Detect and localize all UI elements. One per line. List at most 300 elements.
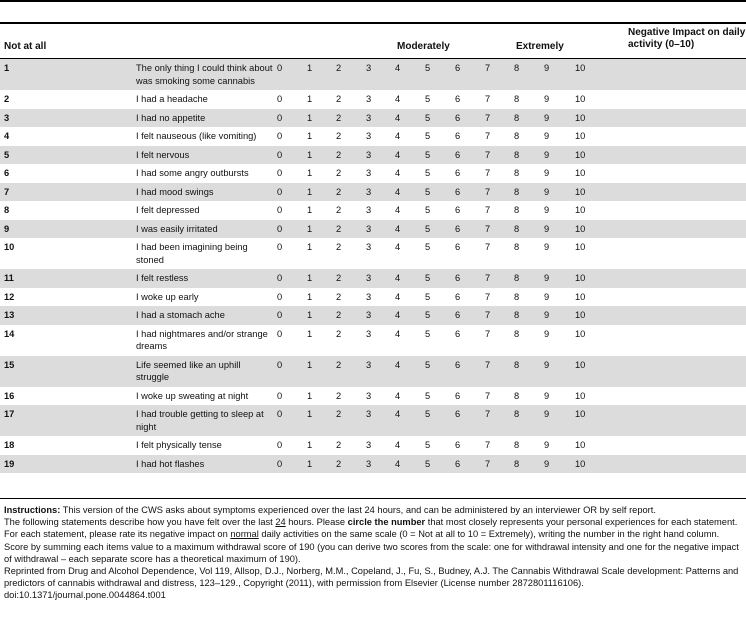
item-statement: I had been imagining being stoned [136,242,248,265]
item-statement: I had some angry outbursts [136,168,249,178]
scale-value[interactable]: 2 [336,242,342,252]
statement-bold: circle the number [347,517,426,528]
statement-normal: normal [230,529,259,540]
scale-value[interactable]: 9 [544,168,550,178]
negative-impact-cell[interactable] [632,109,746,128]
scale-value[interactable]: 5 [425,328,431,339]
scale-value[interactable]: 9 [544,242,550,252]
table-body [0,59,746,473]
scale-value[interactable]: 2 [336,291,342,302]
table-row [0,306,746,325]
scale-value[interactable]: 10 [575,205,586,215]
scale-value[interactable]: 0 [277,146,307,165]
scale-value[interactable]: 0 [277,94,283,104]
scale-value[interactable]: 7 [485,455,514,474]
scale-value[interactable]: 4 [395,405,425,436]
scale-value[interactable]: 9 [544,291,550,302]
scale-value[interactable]: 10 [575,220,632,239]
scale-value[interactable]: 4 [395,183,425,202]
scale-value[interactable]: 0 [277,242,283,252]
negative-impact-cell[interactable] [632,238,746,269]
reprint-note: Reprinted from Drug and Alcohol Dependence, Vol 119, Allsop, D.J., Norberg, M.M., Copeland, J., Fu, S., Budney, A.J. The Cannabis Withdrawal Scale development: Patterns and predictors of cannabis withdrawal and distress, 123–129., Copyright (2011), with permission from Elsevier (License number 2872801116106). [4,566,739,589]
scale-value[interactable]: 9 [544,220,575,239]
scale-value[interactable]: 1 [307,220,336,239]
table-row [0,405,746,436]
scale-value[interactable]: 7 [485,146,514,165]
scale-value[interactable]: 7 [485,356,514,387]
scale-value[interactable]: 4 [395,220,425,239]
item-number: 2 [4,94,10,104]
statement-note [4,516,744,540]
scale-value[interactable]: 2 [336,183,366,202]
item-statement: I had hot flashes [136,455,277,474]
scale-value[interactable]: 0 [277,405,307,436]
scale-value[interactable]: 2 [336,356,366,387]
item-statement: I felt depressed [136,205,200,215]
scale-value[interactable]: 10 [575,168,586,178]
scale-value[interactable]: 1 [307,455,336,474]
item-number: 17 [0,405,136,436]
item-number: 6 [4,168,10,178]
scale-value[interactable]: 4 [395,440,401,450]
table-row [0,90,746,109]
scale-value[interactable]: 9 [544,269,575,288]
scale-value[interactable]: 6 [455,205,461,215]
table-row [0,356,746,387]
scale-value[interactable]: 1 [307,183,336,202]
negative-impact-cell[interactable] [632,59,746,90]
scale-value[interactable]: 3 [366,131,372,141]
statement-mid2: that most closely represents your personal experiences for each statement. For each statement, please rate its negative impact on [4,517,738,540]
scale-value[interactable]: 5 [425,146,455,165]
scale-value[interactable]: 1 [307,205,313,215]
scale-value[interactable]: 0 [277,455,307,474]
negative-impact-cell[interactable] [632,306,746,325]
scale-value[interactable]: 9 [544,59,575,90]
scale-value[interactable]: 10 [575,328,586,339]
scale-value[interactable]: 1 [307,405,336,436]
scale-value[interactable]: 5 [425,291,431,302]
scale-value[interactable]: 3 [366,455,395,474]
scale-value[interactable]: 3 [366,405,395,436]
scale-value[interactable]: 4 [395,306,425,325]
table-row [0,238,746,269]
scale-value[interactable]: 8 [514,168,520,178]
scale-value[interactable]: 5 [425,59,455,90]
scale-value[interactable]: 6 [455,356,485,387]
item-statement: The only thing I could think about was smoking some cannabis [136,59,277,90]
scale-value[interactable]: 4 [395,269,425,288]
scale-value[interactable]: 5 [425,183,455,202]
scale-value[interactable]: 4 [395,59,425,90]
scale-value[interactable]: 3 [366,59,395,90]
scale-value[interactable]: 10 [575,269,632,288]
item-statement: I had nightmares and/or strange dreams [136,328,268,351]
scale-value[interactable]: 0 [277,205,283,215]
scale-value[interactable]: 4 [395,146,425,165]
scale-value[interactable]: 8 [514,455,544,474]
item-number: 8 [4,205,10,215]
negative-impact-cell[interactable] [632,436,746,455]
scale-value[interactable]: 10 [575,440,586,450]
table-top-rule [0,0,746,2]
scale-value[interactable]: 4 [395,328,401,339]
scale-value[interactable]: 0 [277,269,307,288]
scale-value[interactable]: 8 [514,205,520,215]
scale-value[interactable]: 7 [485,183,514,202]
scale-value[interactable]: 7 [485,440,491,450]
table-row [0,127,746,146]
scale-value[interactable]: 9 [544,146,575,165]
scale-value[interactable]: 8 [514,220,544,239]
scale-value[interactable]: 0 [277,59,307,90]
scale-value[interactable]: 6 [455,390,461,401]
scale-value[interactable]: 2 [336,220,366,239]
scale-value[interactable]: 0 [277,131,283,141]
scale-value[interactable]: 2 [336,405,366,436]
scale-value[interactable]: 3 [366,242,372,252]
statement-mid: hours. Please [285,517,348,528]
scale-value[interactable]: 7 [485,59,514,90]
scale-value[interactable]: 8 [514,269,544,288]
scale-value[interactable]: 6 [455,94,461,104]
scale-value[interactable]: 4 [395,131,401,141]
table-row [0,201,746,220]
item-statement: I had a stomach ache [136,306,277,325]
scale-value[interactable]: 2 [336,328,342,339]
scale-value[interactable]: 1 [307,59,336,90]
item-number: 1 [0,59,136,90]
scale-value[interactable]: 8 [514,390,520,401]
scale-value[interactable]: 7 [485,328,491,339]
scale-value[interactable]: 5 [425,269,455,288]
scale-value[interactable]: 0 [277,390,283,401]
table-row [0,220,746,239]
scale-value[interactable]: 8 [514,291,520,302]
scale-value[interactable]: 5 [425,131,431,141]
scale-value[interactable]: 0 [277,109,307,128]
item-number: 19 [0,455,136,474]
scale-value[interactable]: 2 [336,306,366,325]
scale-value[interactable]: 7 [485,269,514,288]
scale-value[interactable]: 5 [425,405,455,436]
item-number: 4 [4,131,10,141]
scale-value[interactable]: 1 [307,109,336,128]
scale-value[interactable]: 4 [395,291,401,302]
scale-value[interactable]: 10 [575,94,586,104]
scale-value[interactable]: 6 [455,168,461,178]
scale-value[interactable]: 9 [544,390,550,401]
scale-value[interactable]: 8 [514,242,520,252]
table-header-rule [0,22,746,24]
scale-value[interactable]: 8 [514,356,544,387]
scale-value[interactable]: 7 [485,205,491,215]
scale-value[interactable]: 1 [307,94,313,104]
negative-impact-cell[interactable] [632,288,746,307]
scale-value[interactable]: 10 [575,306,632,325]
scale-value[interactable]: 2 [336,94,342,104]
table-row [0,288,746,307]
scale-value[interactable]: 8 [514,109,544,128]
scale-value[interactable]: 5 [425,109,455,128]
scale-value[interactable]: 10 [575,183,632,202]
table-bottom-rule [0,498,746,499]
item-statement: I had no appetite [136,109,277,128]
scale-value[interactable]: 5 [425,242,431,252]
instructions-text: This version of the CWS asks about symptoms experienced over the last 24 hours, and can be administered by an interviewer OR by self report. [60,505,656,515]
scale-value[interactable]: 8 [514,328,520,339]
scale-value[interactable]: 4 [395,94,401,104]
scale-value[interactable]: 4 [395,390,401,401]
negative-impact-cell[interactable] [632,146,746,165]
item-number: 18 [4,440,15,450]
scale-value[interactable]: 0 [277,183,307,202]
item-statement: I felt restless [136,269,277,288]
scale-value[interactable]: 9 [544,328,550,339]
scale-value[interactable]: 4 [395,109,425,128]
scale-value[interactable]: 2 [336,440,342,450]
scale-value[interactable]: 1 [307,328,313,339]
scale-value[interactable]: 3 [366,328,372,339]
item-statement: I had trouble getting to sleep at night [136,405,277,436]
header-extremely: Extremely [516,41,564,52]
scale-value[interactable]: 2 [336,59,366,90]
scale-value[interactable]: 3 [366,146,395,165]
scale-value[interactable]: 3 [366,306,395,325]
scale-value[interactable]: 6 [455,455,485,474]
scale-value[interactable]: 3 [366,390,372,401]
negative-impact-cell[interactable] [632,127,746,146]
scale-value[interactable]: 0 [277,440,283,450]
negative-impact-cell[interactable] [632,220,746,239]
scale-value[interactable]: 3 [366,183,395,202]
negative-impact-cell[interactable] [632,325,746,356]
item-statement: I had a headache [136,94,208,104]
scale-value[interactable]: 7 [485,220,514,239]
scale-value[interactable]: 8 [514,59,544,90]
scale-value[interactable]: 8 [514,405,544,436]
scale-value[interactable]: 10 [575,291,586,302]
scale-value[interactable]: 3 [366,94,372,104]
scale-value[interactable]: 10 [575,455,632,474]
scale-value[interactable]: 10 [575,109,632,128]
scale-value[interactable]: 4 [395,168,401,178]
scale-value[interactable]: 8 [514,306,544,325]
scale-value[interactable]: 1 [307,390,313,401]
item-statement: Life seemed like an uphill struggle [136,356,277,387]
scale-value[interactable]: 6 [455,220,485,239]
scale-value[interactable]: 6 [455,306,485,325]
scale-value[interactable]: 7 [485,109,514,128]
scale-value[interactable]: 9 [544,306,575,325]
scale-value[interactable]: 0 [277,306,307,325]
scale-value[interactable]: 9 [544,455,575,474]
item-statement: I was easily irritated [136,220,277,239]
scale-value[interactable]: 3 [366,220,395,239]
scale-value[interactable]: 8 [514,94,520,104]
scale-value[interactable]: 6 [455,242,461,252]
scale-value[interactable]: 6 [455,59,485,90]
scale-value[interactable]: 1 [307,146,336,165]
scale-value[interactable]: 6 [455,405,485,436]
scale-value[interactable]: 5 [425,306,455,325]
item-number: 3 [0,109,136,128]
statement-post: daily activities on the same scale (0 = Not at all to 10 = Extremely), writing the number in the right hand column. [258,529,720,540]
header-negative-impact: Negative Impact on daily activity (0–10) [628,27,746,50]
scale-value[interactable]: 6 [455,109,485,128]
scale-value[interactable]: 7 [485,291,491,302]
scale-value[interactable]: 7 [485,242,491,252]
scale-value[interactable]: 0 [277,328,283,339]
scale-value[interactable]: 3 [366,291,372,302]
scale-value[interactable]: 10 [575,356,632,387]
scale-value[interactable]: 2 [336,205,342,215]
scale-value[interactable]: 1 [307,269,336,288]
scale-value[interactable]: 10 [575,390,586,401]
scale-value[interactable]: 9 [544,183,575,202]
item-statement: I had mood swings [136,183,277,202]
scale-value[interactable]: 3 [366,168,372,178]
scale-value[interactable]: 3 [366,109,395,128]
scale-value[interactable]: 10 [575,146,632,165]
scale-value[interactable]: 5 [425,390,431,401]
table-footnotes [4,504,744,602]
scale-value[interactable]: 6 [455,131,461,141]
scale-value[interactable]: 5 [425,440,431,450]
scale-value[interactable]: 2 [336,109,366,128]
item-number: 12 [4,291,15,302]
scale-value[interactable]: 0 [277,356,307,387]
scale-value[interactable]: 3 [366,269,395,288]
scale-value[interactable]: 2 [336,146,366,165]
withdrawal-scale-table [0,59,746,473]
negative-impact-cell[interactable] [632,455,746,474]
scale-value[interactable]: 9 [544,131,550,141]
table-row [0,59,746,90]
scale-value[interactable]: 6 [455,183,485,202]
item-statement: I woke up sweating at night [136,390,249,401]
scale-value[interactable]: 3 [366,205,372,215]
negative-impact-cell[interactable] [632,201,746,220]
scale-value[interactable]: 1 [307,131,313,141]
scale-value[interactable]: 6 [455,146,485,165]
scale-value[interactable]: 5 [425,220,455,239]
scale-value[interactable]: 10 [575,59,632,90]
scale-value[interactable]: 3 [366,440,372,450]
scale-value[interactable]: 8 [514,131,520,141]
scale-value[interactable]: 1 [307,291,313,302]
scale-value[interactable]: 9 [544,94,550,104]
scale-value[interactable]: 5 [425,356,455,387]
item-number: 7 [0,183,136,202]
item-number: 11 [0,269,136,288]
table-row [0,387,746,406]
scale-value[interactable]: 3 [366,356,395,387]
table-row [0,183,746,202]
scale-value[interactable]: 6 [455,291,461,302]
scale-value[interactable]: 1 [307,306,336,325]
scale-value[interactable]: 0 [277,291,283,302]
scale-value[interactable]: 2 [336,131,342,141]
scale-value[interactable]: 6 [455,269,485,288]
scale-value[interactable]: 2 [336,455,366,474]
scale-value[interactable]: 1 [307,168,313,178]
scale-value[interactable]: 7 [485,405,514,436]
item-number: 14 [4,328,15,339]
doi-note: doi:10.1371/journal.pone.0044864.t001 [4,590,166,601]
item-number: 9 [0,220,136,239]
negative-impact-cell[interactable] [632,183,746,202]
negative-impact-cell[interactable] [632,405,746,436]
scale-value[interactable]: 5 [425,205,431,215]
scale-value[interactable]: 6 [455,328,461,339]
scale-value[interactable]: 4 [395,356,425,387]
table-row [0,455,746,474]
scale-value[interactable]: 2 [336,269,366,288]
scale-value[interactable]: 8 [514,183,544,202]
scale-value[interactable]: 10 [575,131,586,141]
table-row [0,436,746,455]
scale-value[interactable]: 10 [575,242,586,252]
statement-24: 24 [275,517,286,528]
scale-value[interactable]: 8 [514,146,544,165]
scale-value[interactable]: 0 [277,168,283,178]
negative-impact-cell[interactable] [632,164,746,183]
scale-value[interactable]: 6 [455,440,461,450]
item-number: 13 [0,306,136,325]
scale-value[interactable]: 5 [425,94,431,104]
negative-impact-cell[interactable] [632,387,746,406]
scale-value[interactable]: 9 [544,356,575,387]
scale-value[interactable]: 7 [485,306,514,325]
negative-impact-cell[interactable] [632,269,746,288]
score-note: Score by summing each items value to a maximum withdrawal score of 190 (you can derive two scores from the scale: one for withdrawal intensity and one for the negative impact of withdrawal – each separate score has a theoretical maximum of 190). [4,541,739,564]
scale-value[interactable]: 5 [425,168,431,178]
scale-value[interactable]: 4 [395,455,425,474]
scale-value[interactable]: 7 [485,94,491,104]
scale-value[interactable]: 4 [395,242,401,252]
scale-value[interactable]: 7 [485,131,491,141]
negative-impact-cell[interactable] [632,90,746,109]
scale-value[interactable]: 4 [395,205,401,215]
scale-value[interactable]: 1 [307,356,336,387]
scale-value[interactable]: 9 [544,440,550,450]
instructions-label: Instructions: [4,505,61,515]
scale-value[interactable]: 0 [277,220,307,239]
scale-value[interactable]: 1 [307,440,313,450]
scale-value[interactable]: 9 [544,405,575,436]
scale-value[interactable]: 9 [544,205,550,215]
item-statement: I felt physically tense [136,440,222,450]
item-statement: I woke up early [136,291,199,302]
header-not-at-all: Not at all [4,41,47,52]
negative-impact-cell[interactable] [632,356,746,387]
scale-value[interactable]: 7 [485,390,491,401]
scale-value[interactable]: 1 [307,242,313,252]
header-moderately: Moderately [397,41,450,52]
scale-value[interactable]: 10 [575,405,632,436]
scale-value[interactable]: 5 [425,455,455,474]
scale-value[interactable]: 2 [336,168,342,178]
item-number: 16 [4,390,15,401]
scale-value[interactable]: 9 [544,109,575,128]
scale-value[interactable]: 8 [514,440,520,450]
item-number: 5 [0,146,136,165]
scale-value[interactable]: 2 [336,390,342,401]
scale-value[interactable]: 7 [485,168,491,178]
table-row [0,109,746,128]
item-number: 15 [0,356,136,387]
